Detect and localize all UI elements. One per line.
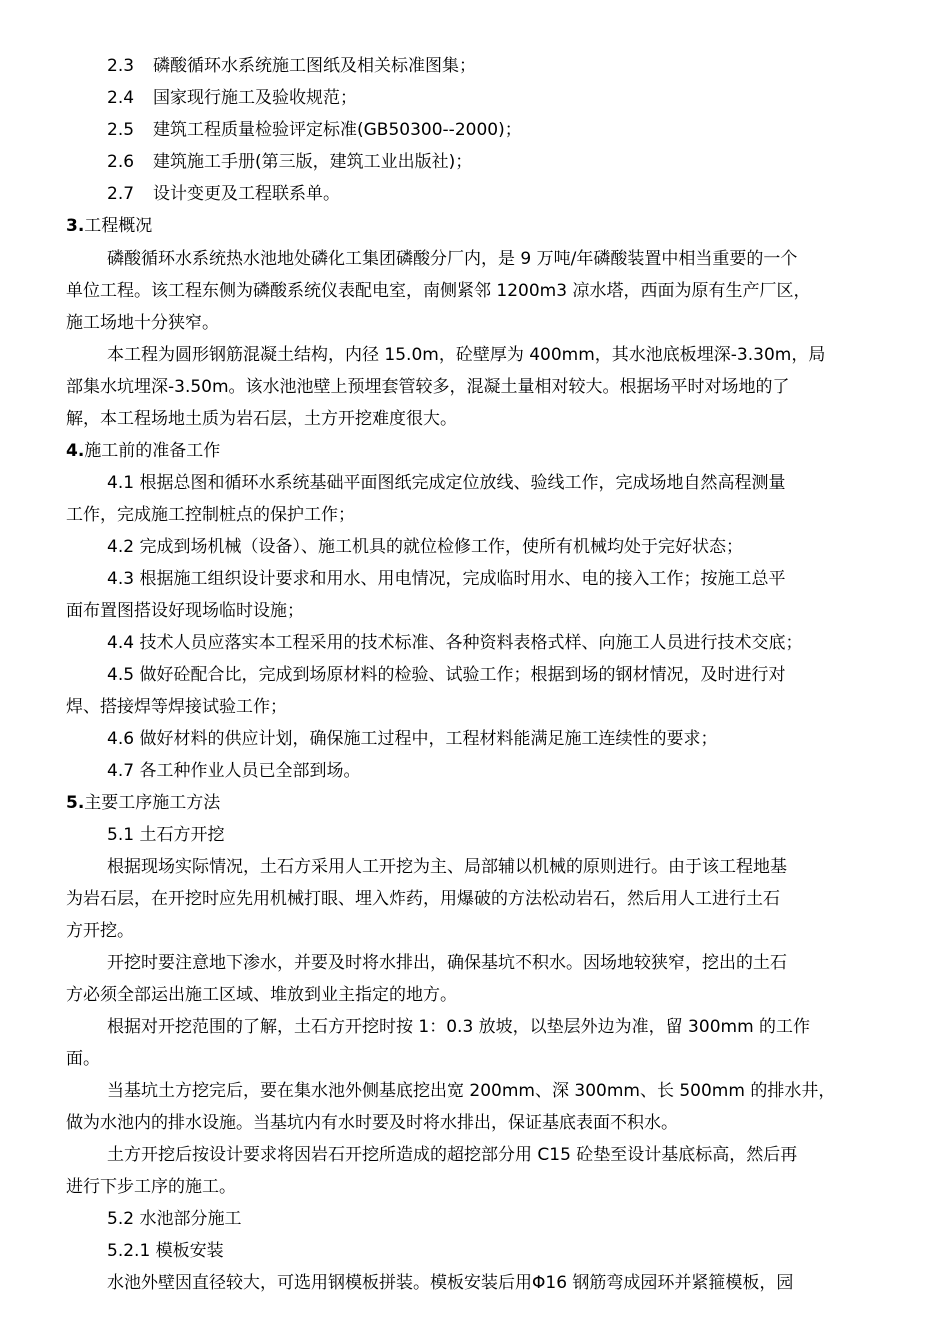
- line-text: 解，本工程场地土质为岩石层，土方开挖难度很大。: [66, 409, 457, 429]
- paragraph-line: [107, 1273, 793, 1293]
- line-text: 单位工程。该工程东侧为磷酸系统仪表配电室，南侧紧邻 1200m3 凉水塔，西面为原有生产厂区，: [66, 281, 811, 301]
- paragraph-line: [66, 281, 810, 301]
- line-text: 磷酸循环水系统热水池地处磷化工集团磷酸分厂内，是 9 万吨/年磷酸装置中相当重要的一个: [107, 249, 798, 269]
- line-text: 4.5 做好砼配合比，完成到场原材料的检验、试验工作；根据到场的钢材情况，及时进行对: [107, 665, 786, 685]
- paragraph-line: [66, 889, 780, 909]
- paragraph-line: [107, 473, 785, 493]
- line-text: 方开挖。: [66, 921, 134, 941]
- paragraph-line: [66, 409, 457, 429]
- heading-text: 施工前的准备工作: [84, 441, 221, 461]
- item-text: 建筑工程质量检验评定标准(GB50300--2000)；: [153, 120, 522, 140]
- list-item-2-3: [107, 56, 476, 76]
- line-text: 焊、搭接焊等焊接试验工作；: [66, 697, 287, 717]
- paragraph-line: [66, 921, 134, 941]
- list-item-2-4: [107, 88, 357, 108]
- paragraph-line: [107, 729, 717, 749]
- item-text: 建筑施工手册(第三版，建筑工业出版社)；: [153, 152, 473, 172]
- line-text: 开挖时要注意地下渗水，并要及时将水排出，确保基坑不积水。因场地较狭窄，挖出的土石: [107, 953, 787, 973]
- item-number: 2.3: [107, 56, 135, 76]
- paragraph-line: [107, 1081, 835, 1101]
- line-text: 当基坑土方挖完后，要在集水池外侧基底挖出宽 200mm、深 300mm、长 500mm 的排水井，: [107, 1081, 836, 1101]
- item-number: 2.6: [107, 152, 135, 172]
- line-text: 4.2 完成到场机械（设备）、施工机具的就位检修工作，使所有机械均处于完好状态；: [107, 537, 743, 557]
- heading-number: 5.: [66, 793, 85, 813]
- line-text: 4.3 根据施工组织设计要求和用水、用电情况，完成临时用水、电的接入工作；按施工总平: [107, 569, 786, 589]
- paragraph-line: [66, 377, 790, 397]
- paragraph-line: [107, 1145, 797, 1165]
- line-text: 做为水池内的排水设施。当基坑内有水时要及时将水排出，保证基底表面不积水。: [66, 1113, 678, 1133]
- paragraph-line: [107, 1017, 810, 1037]
- item-number: 2.7: [107, 184, 135, 204]
- line-text: 面布置图搭设好现场临时设施；: [66, 601, 304, 621]
- subheading-5-2: [107, 1209, 241, 1229]
- line-text: 土方开挖后按设计要求将因岩石开挖所造成的超挖部分用 C15 砼垫至设计基底标高，然后再: [107, 1145, 798, 1165]
- heading-number: 3.: [66, 216, 85, 236]
- subheading-5-2-1: [107, 1241, 224, 1261]
- line-text: 5.2.1 模板安装: [107, 1241, 224, 1261]
- line-text: 4.1 根据总图和循环水系统基础平面图纸完成定位放线、验线工作，完成场地自然高程测量: [107, 473, 786, 493]
- heading-text: 工程概况: [84, 216, 153, 236]
- list-item-2-5: [107, 120, 522, 140]
- list-item-2-6: [107, 152, 472, 172]
- line-text: 面。: [66, 1049, 100, 1069]
- item-number: 2.5: [107, 120, 135, 140]
- line-text: 部集水坑埋深-3.50m。该水池池壁上预埋套管较多，混凝土量相对较大。根据场平时对场地的了: [66, 377, 790, 397]
- paragraph-line: [107, 633, 802, 653]
- paragraph-line: [66, 697, 287, 717]
- section-heading-3: [66, 216, 152, 236]
- line-text: 4.6 做好材料的供应计划，确保施工过程中，工程材料能满足施工连续性的要求；: [107, 729, 718, 749]
- paragraph-line: [66, 985, 457, 1005]
- line-text: 工作，完成施工控制桩点的保护工作；: [66, 505, 355, 525]
- paragraph-line: [107, 857, 787, 877]
- paragraph-line: [107, 761, 360, 781]
- line-text: 根据现场实际情况，土石方采用人工开挖为主、局部辅以机械的原则进行。由于该工程地基: [107, 857, 787, 877]
- paragraph-line: [66, 1177, 236, 1197]
- section-heading-5: [66, 793, 220, 813]
- line-text: 进行下步工序的施工。: [66, 1177, 236, 1197]
- paragraph-line: [107, 345, 825, 365]
- line-text: 5.1 土石方开挖: [107, 825, 225, 845]
- item-text: 设计变更及工程联系单。: [153, 184, 340, 204]
- item-number: 2.4: [107, 88, 135, 108]
- line-text: 根据对开挖范围的了解，土石方开挖时按 1：0.3 放坡，以垫层外边为准，留 300mm 的工作: [107, 1017, 811, 1037]
- paragraph-line: [66, 1049, 100, 1069]
- line-text: 5.2 水池部分施工: [107, 1209, 242, 1229]
- list-item-2-7: [107, 184, 340, 204]
- line-text: 方必须全部运出施工区域、堆放到业主指定的地方。: [66, 985, 457, 1005]
- section-heading-4: [66, 441, 220, 461]
- heading-text: 主要工序施工方法: [84, 793, 221, 813]
- line-text: 为岩石层，在开挖时应先用机械打眼、埋入炸药，用爆破的方法松动岩石，然后用人工进行土石: [66, 889, 780, 909]
- item-text: 磷酸循环水系统施工图纸及相关标准图集；: [153, 56, 476, 76]
- paragraph-line: [66, 601, 304, 621]
- subheading-5-1: [107, 825, 224, 845]
- line-text: 4.4 技术人员应落实本工程采用的技术标准、各种资料表格式样、向施工人员进行技术交底；: [107, 633, 803, 653]
- paragraph-line: [66, 505, 355, 525]
- paragraph-line: [66, 313, 219, 333]
- heading-number: 4.: [66, 441, 85, 461]
- line-text: 4.7 各工种作业人员已全部到场。: [107, 761, 361, 781]
- line-text: 水池外壁因直径较大，可选用钢模板拼装。模板安装后用Φ16 钢筋弯成园环并紧箍模板，园: [107, 1273, 794, 1293]
- paragraph-line: [107, 569, 785, 589]
- paragraph-line: [107, 665, 785, 685]
- paragraph-line: [107, 537, 743, 557]
- item-text: 国家现行施工及验收规范；: [153, 88, 357, 108]
- paragraph-line: [107, 953, 787, 973]
- paragraph-line: [107, 249, 797, 269]
- line-text: 本工程为圆形钢筋混凝土结构，内径 15.0m，砼壁厚为 400mm，其水池底板埋深-3.30m，局: [107, 345, 826, 365]
- line-text: 施工场地十分狭窄。: [66, 313, 219, 333]
- paragraph-line: [66, 1113, 678, 1133]
